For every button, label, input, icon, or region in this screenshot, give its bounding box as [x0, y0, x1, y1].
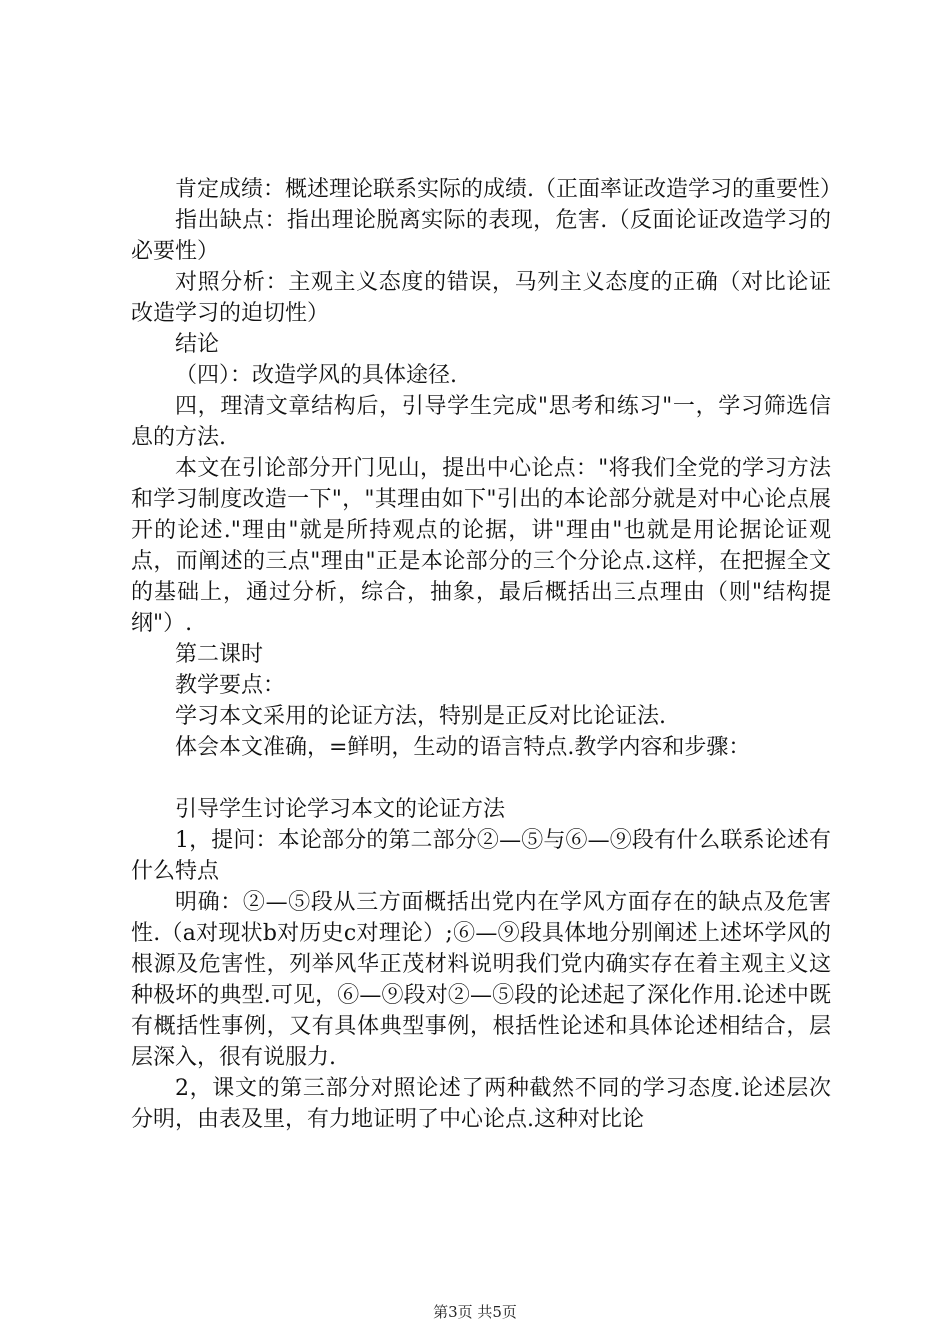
- paragraph-point-out-shortcomings: 指出缺点：指出理论脱离实际的表现，危害.（反面论证改造学习的必要性）: [131, 208, 831, 264]
- paragraph-learn-methods: 学习本文采用的论证方法，特别是正反对比论证法.: [175, 704, 666, 729]
- document-body: [131, 174, 842, 1135]
- page-number-label: 第3页 共5页: [433, 1303, 517, 1321]
- paragraph-argument-structure: 本文在引论部分开门见山，提出中心论点："将我们全党的学习方法和学习制度改造一下"，"其理由如下"引出的本论部分就是对中心论点展开的论述."理由"就是所持观点的论据，讲"理由"也就是用论据论证观点，而阐述的三点"理由"正是本论部分的三个分论点.这样，在把握全文的基础上，通过分析，综合，抽象，最后概括出三点理由（则"结构提纲"）.: [131, 456, 831, 636]
- paragraph-section-four: （四）：改造学风的具体途径.: [175, 363, 457, 388]
- paragraph-language-features: 体会本文准确，=鲜明，生动的语言特点.教学内容和步骤：: [175, 735, 751, 760]
- paragraph-guide-discussion: 引导学生讨论学习本文的论证方法: [175, 797, 506, 822]
- paragraph-question-two: 2，课文的第三部分对照论述了两种截然不同的学习态度.论述层次分明，由表及里，有力地证明了中心论点.这种对比论: [131, 1076, 831, 1132]
- paragraph-affirm-achievements: 肯定成绩：概述理论联系实际的成绩.（正面率证改造学习的重要性）: [175, 177, 842, 202]
- paragraph-contrast-analysis: 对照分析：主观主义态度的错误，马列主义态度的正确（对比论证改造学习的迫切性）: [131, 270, 831, 326]
- paragraph-teaching-points: 教学要点：: [175, 673, 286, 698]
- paragraph-clarify-answer: 明确：②—⑤段从三方面概括出党内在学风方面存在的缺点及危害性.（a对现状b对历史c对理论）;⑥—⑨段具体地分别阐述上述坏学风的根源及危害性，列举风华正茂材料说明我们党内确实存在着主观主义这种极坏的典型.可见，⑥—⑨段对②—⑤段的论述起了深化作用.论述中既有概括性事例，又有具体典型事例，根括性论述和具体论述相结合，层层深入，很有说服力.: [131, 890, 831, 1070]
- paragraph-second-lesson: 第二课时: [175, 642, 264, 667]
- paragraph-step-four: 四，理清文章结构后，引导学生完成"思考和练习"一，学习筛选信息的方法.: [131, 394, 831, 450]
- page-footer: [0, 1302, 950, 1322]
- paragraph-conclusion: 结论: [175, 332, 220, 357]
- paragraph-question-one: 1，提问：本论部分的第二部分②—⑤与⑥—⑨段有什么联系论述有什么特点: [131, 828, 831, 884]
